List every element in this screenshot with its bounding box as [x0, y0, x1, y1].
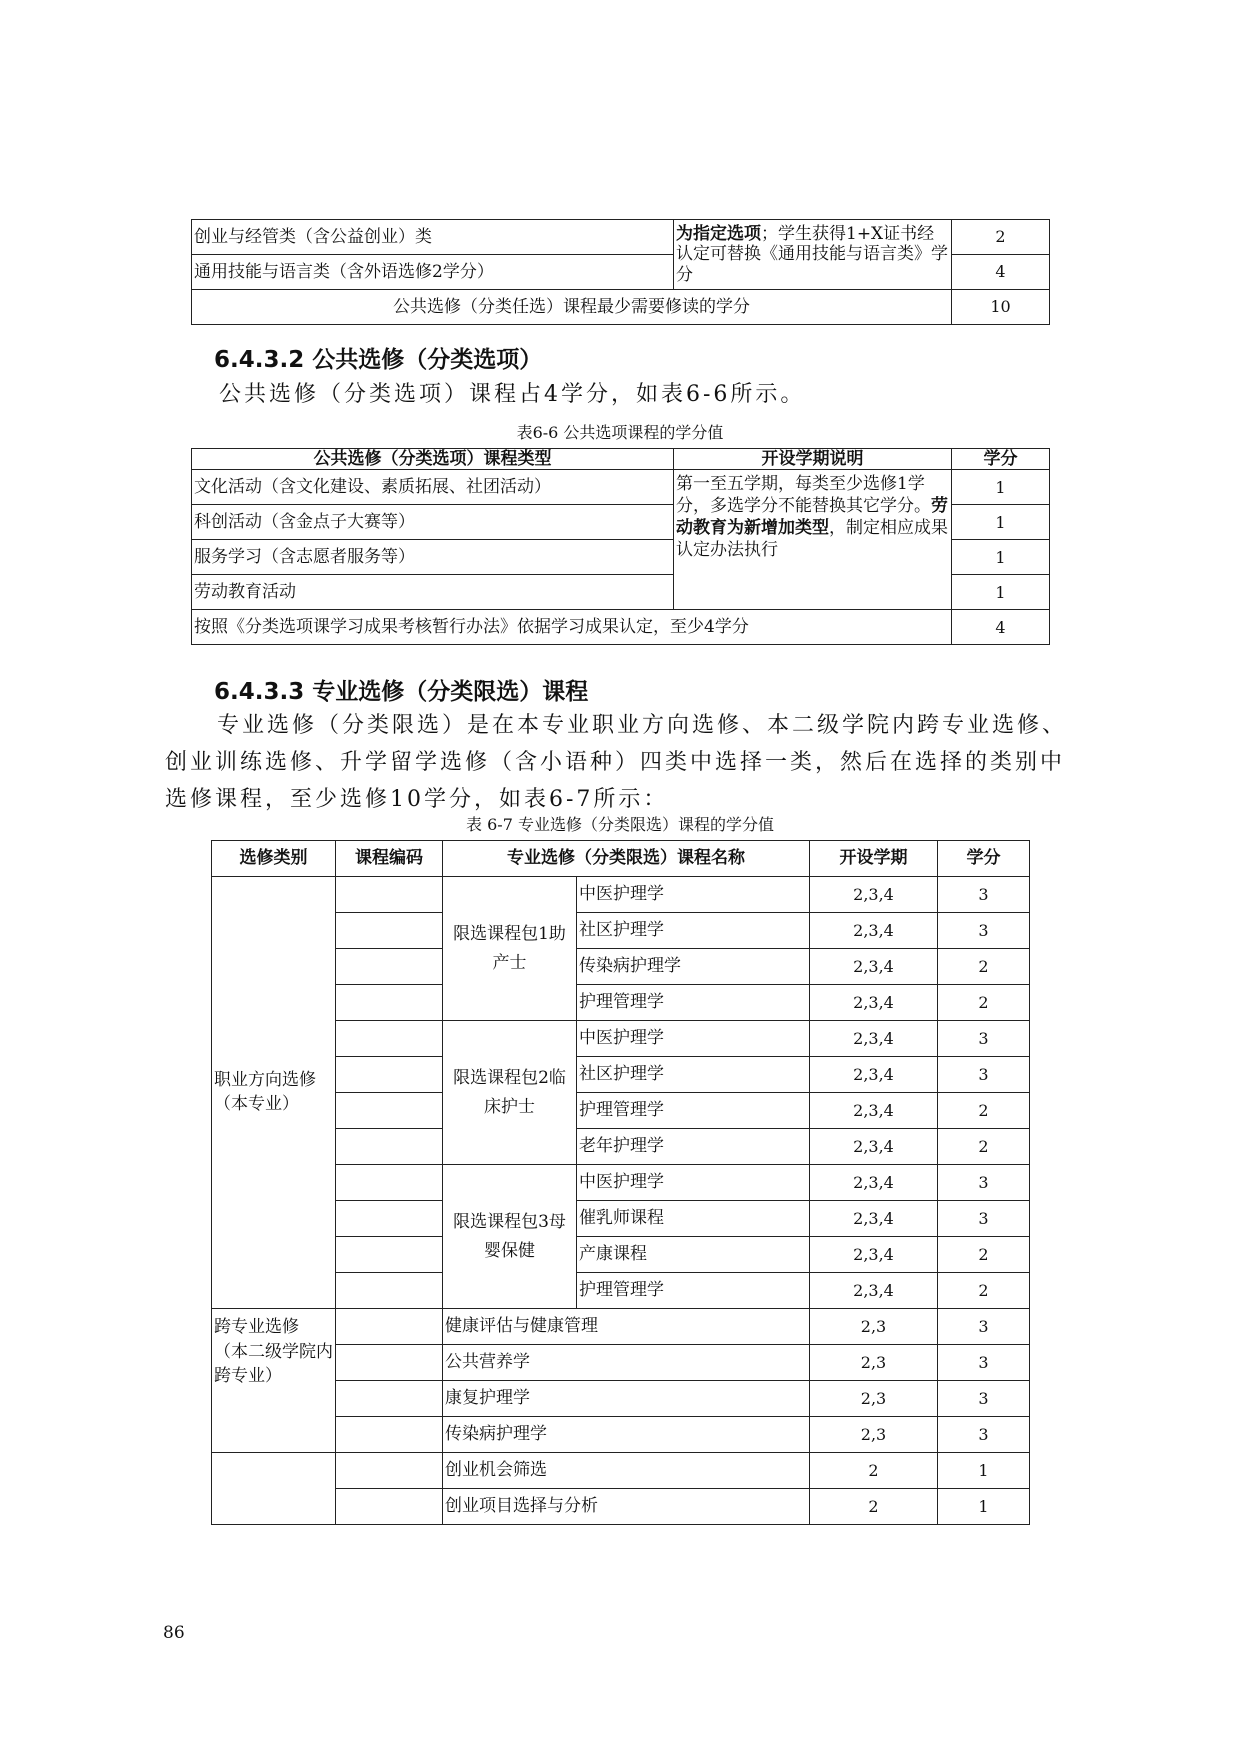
course-code — [336, 913, 443, 949]
course-name: 传染病护理学 — [443, 1417, 810, 1453]
column-header: 开设学期 — [810, 841, 938, 877]
course-term: 2,3,4 — [810, 877, 938, 913]
course-term: 2,3,4 — [810, 1021, 938, 1057]
course-term: 2,3,4 — [810, 1201, 938, 1237]
column-header: 学分 — [938, 841, 1030, 877]
course-term: 2,3,4 — [810, 1057, 938, 1093]
column-header: 开设学期说明 — [674, 449, 952, 470]
course-term: 2,3 — [810, 1381, 938, 1417]
course-term: 2,3,4 — [810, 1165, 938, 1201]
course-credit: 3 — [938, 1165, 1030, 1201]
course-code — [336, 1345, 443, 1381]
page-number: 86 — [163, 1623, 185, 1643]
course-name: 社区护理学 — [577, 913, 810, 949]
course-code — [336, 1489, 443, 1525]
course-name: 催乳师课程 — [577, 1201, 810, 1237]
course-type: 通用技能与语言类（含外语选修2学分） — [192, 255, 674, 290]
course-code — [336, 1453, 443, 1489]
course-credit: 2 — [938, 1273, 1030, 1309]
course-credit: 3 — [938, 1381, 1030, 1417]
course-name: 中医护理学 — [577, 1021, 810, 1057]
course-name: 健康评估与健康管理 — [443, 1309, 810, 1345]
course-term: 2,3,4 — [810, 985, 938, 1021]
course-code — [336, 1165, 443, 1201]
table-footer-row — [192, 610, 1050, 645]
course-name: 产康课程 — [577, 1237, 810, 1273]
course-term: 2,3 — [810, 1309, 938, 1345]
course-type: 服务学习（含志愿者服务等） — [192, 540, 674, 575]
total-credit: 10 — [952, 290, 1050, 325]
table-header-row — [192, 449, 1050, 470]
total-label: 公共选修（分类任选）课程最少需要修读的学分 — [192, 290, 952, 325]
course-name: 创业项目选择与分析 — [443, 1489, 810, 1525]
course-credit: 2 — [938, 1093, 1030, 1129]
course-code — [336, 1021, 443, 1057]
table-row — [192, 220, 1050, 255]
table-row — [212, 1309, 1030, 1345]
section-heading-6-4-3-3: 6.4.3.3 专业选修（分类限选）课程 — [214, 679, 589, 705]
course-type: 创业与经管类（含公益创业）类 — [192, 220, 674, 255]
course-name: 护理管理学 — [577, 1273, 810, 1309]
course-term: 2,3,4 — [810, 1093, 938, 1129]
category-cross-major — [212, 1309, 336, 1453]
course-name: 老年护理学 — [577, 1129, 810, 1165]
course-code — [336, 1381, 443, 1417]
course-credit: 1 — [938, 1489, 1030, 1525]
course-term: 2,3,4 — [810, 913, 938, 949]
course-credit: 3 — [938, 877, 1030, 913]
course-type: 科创活动（含金点子大赛等） — [192, 505, 674, 540]
course-credit: 2 — [938, 1237, 1030, 1273]
column-header: 公共选修（分类选项）课程类型 — [192, 449, 674, 470]
course-term: 2,3,4 — [810, 1273, 938, 1309]
course-code — [336, 1237, 443, 1273]
course-credit: 3 — [938, 1345, 1030, 1381]
table-caption-6-7: 表 6-7 专业选修（分类限选）课程的学分值 — [466, 815, 774, 834]
package-name: 限选课程包2临床护士 — [443, 1021, 577, 1165]
credit: 1 — [952, 505, 1050, 540]
course-type: 劳动教育活动 — [192, 575, 674, 610]
course-term: 2,3 — [810, 1417, 938, 1453]
table-row — [192, 470, 1050, 505]
table-total-row — [192, 290, 1050, 325]
footer-credit: 4 — [952, 610, 1050, 645]
course-term: 2 — [810, 1453, 938, 1489]
note-text: 第一至五学期，每类至少选修1学分，多选学分不能替换其它学分。 — [676, 474, 931, 517]
section-paragraph-6-4-3-3: 专业选修（分类限选）是在本专业职业方向选修、本二级学院内跨专业选修、创业训练选修、升学留学选修（含小语种）四类中选择一类，然后在选择的类别中选修课程，至少选修10学分，如表6-7所示： — [165, 713, 1068, 812]
course-name: 中医护理学 — [577, 1165, 810, 1201]
course-term: 2,3,4 — [810, 949, 938, 985]
package-name: 限选课程包1助产士 — [443, 877, 577, 1021]
credit: 1 — [952, 470, 1050, 505]
course-credit: 2 — [938, 1129, 1030, 1165]
course-name: 中医护理学 — [577, 877, 810, 913]
section-paragraph-6-4-3-2: 公共选修（分类选项）课程占4学分，如表6-6所示。 — [219, 382, 806, 407]
table-public-elective-continued — [191, 219, 1050, 325]
table-header-row — [212, 841, 1030, 877]
course-term: 2,3,4 — [810, 1129, 938, 1165]
note-bold: 劳动教育为新增加类型 — [676, 496, 948, 538]
table-6-7 — [211, 840, 1030, 1525]
note-cell — [674, 220, 952, 290]
course-term: 2,3,4 — [810, 1237, 938, 1273]
course-code — [336, 1057, 443, 1093]
category-vocational: 职业方向选修（本专业） — [212, 877, 336, 1309]
column-header: 专业选修（分类限选）课程名称 — [443, 841, 810, 877]
course-credit: 3 — [938, 1057, 1030, 1093]
course-name: 创业机会筛选 — [443, 1453, 810, 1489]
category-entrepreneurship — [212, 1453, 336, 1525]
section-heading-6-4-3-2: 6.4.3.2 公共选修（分类选项） — [214, 347, 543, 373]
credit: 1 — [952, 575, 1050, 610]
note-bold: 为指定选项 — [676, 224, 761, 244]
course-code — [336, 1129, 443, 1165]
course-code — [336, 1093, 443, 1129]
note-text: ；学生获得1+X证书经认定可替换《通用技能与语言类》学分 — [676, 224, 948, 285]
course-term: 2,3 — [810, 1345, 938, 1381]
course-code — [336, 877, 443, 913]
note-text: ，制定相应成果认定办法执行 — [676, 517, 948, 560]
course-name: 康复护理学 — [443, 1381, 810, 1417]
course-credit: 3 — [938, 1021, 1030, 1057]
category-label: 跨专业选修 — [214, 1317, 299, 1337]
course-code — [336, 985, 443, 1021]
table-caption-6-6: 表6-6 公共选项课程的学分值 — [516, 423, 724, 442]
course-code — [336, 1309, 443, 1345]
course-credit: 2 — [938, 949, 1030, 985]
column-header: 选修类别 — [212, 841, 336, 877]
course-code — [336, 1417, 443, 1453]
course-code — [336, 1201, 443, 1237]
footer-label: 按照《分类选项课学习成果考核暂行办法》依据学习成果认定，至少4学分 — [192, 610, 952, 645]
table-6-6 — [191, 448, 1050, 645]
course-type: 文化活动（含文化建设、素质拓展、社团活动） — [192, 470, 674, 505]
credit: 4 — [952, 255, 1050, 290]
credit: 1 — [952, 540, 1050, 575]
term-note-cell — [674, 470, 952, 610]
course-credit: 3 — [938, 913, 1030, 949]
package-name: 限选课程包3母婴保健 — [443, 1165, 577, 1309]
credit: 2 — [952, 220, 1050, 255]
course-name: 公共营养学 — [443, 1345, 810, 1381]
course-credit: 2 — [938, 985, 1030, 1021]
course-code — [336, 949, 443, 985]
course-credit: 3 — [938, 1201, 1030, 1237]
table-row — [212, 1453, 1030, 1489]
course-credit: 3 — [938, 1309, 1030, 1345]
course-name: 社区护理学 — [577, 1057, 810, 1093]
course-name: 传染病护理学 — [577, 949, 810, 985]
table-row — [212, 877, 1030, 913]
course-credit: 1 — [938, 1453, 1030, 1489]
column-header: 学分 — [952, 449, 1050, 470]
course-term: 2 — [810, 1489, 938, 1525]
course-credit: 3 — [938, 1417, 1030, 1453]
course-name: 护理管理学 — [577, 1093, 810, 1129]
column-header: 课程编码 — [336, 841, 443, 877]
course-code — [336, 1273, 443, 1309]
category-sublabel: （本二级学院内跨专业） — [214, 1341, 333, 1387]
course-name: 护理管理学 — [577, 985, 810, 1021]
